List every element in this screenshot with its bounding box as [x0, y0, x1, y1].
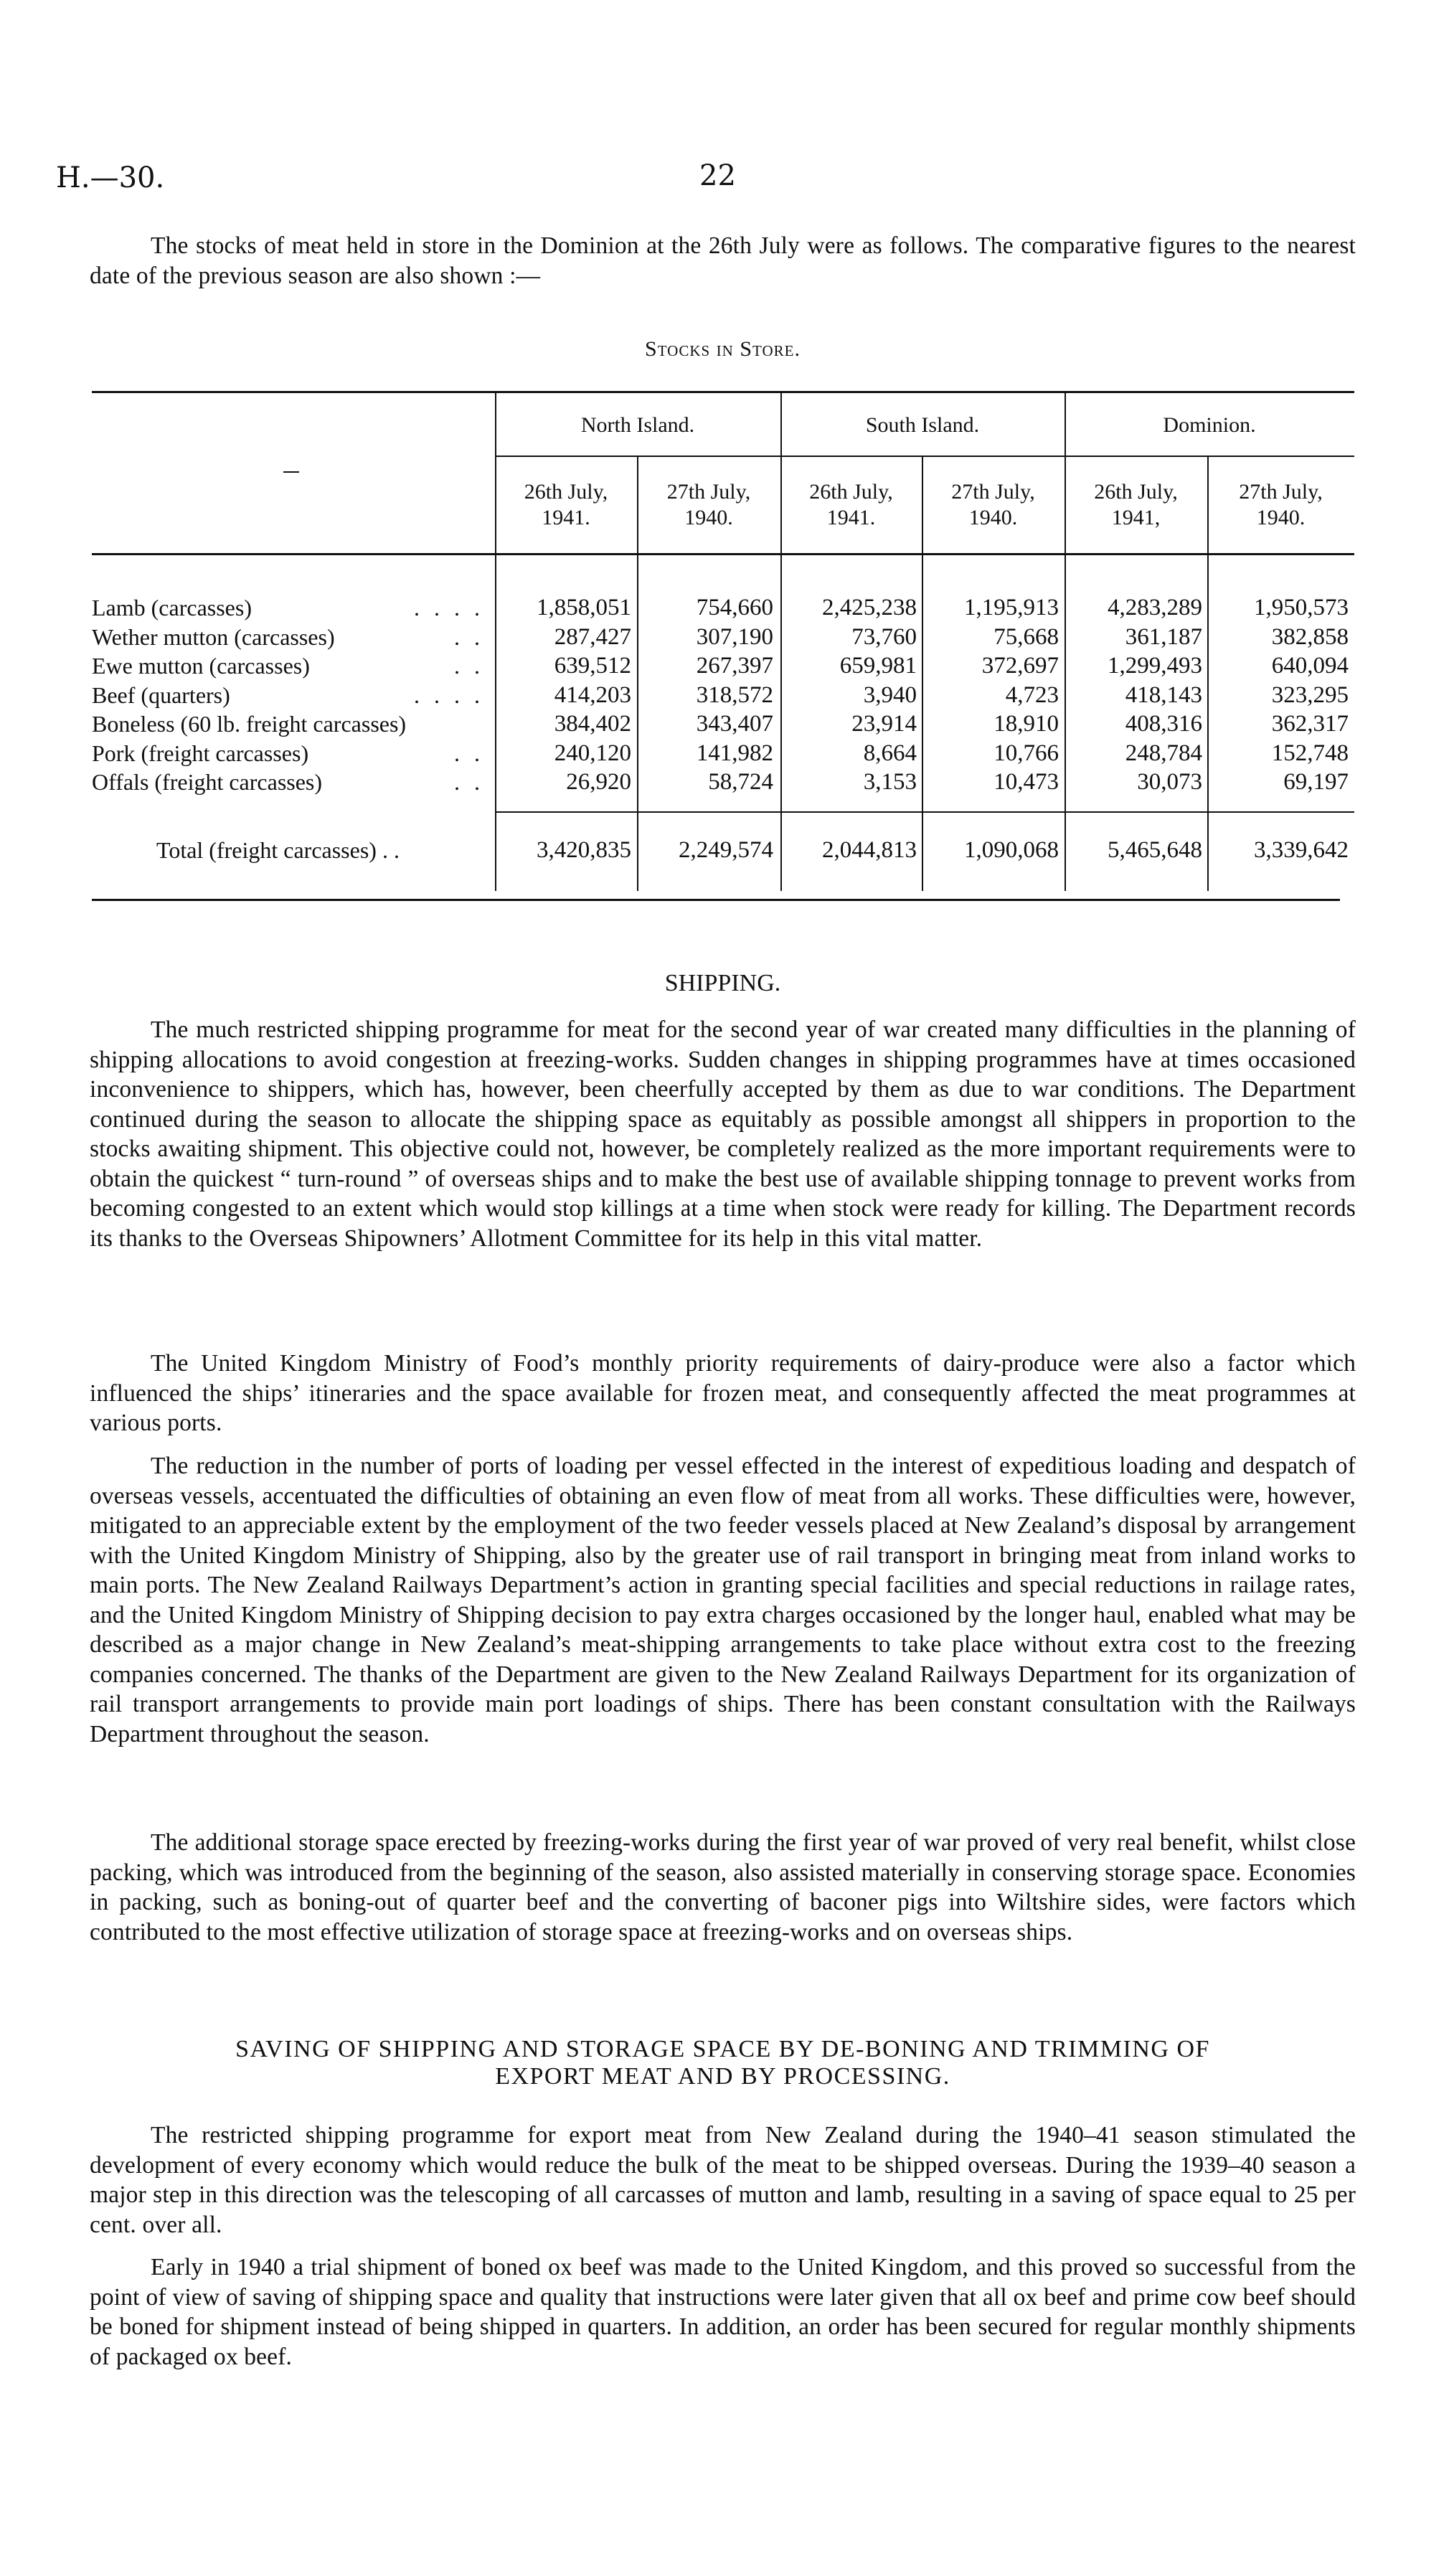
table-cell: 1,195,913	[964, 595, 1059, 621]
group-header-south-island: South Island.	[865, 413, 980, 437]
leader-dots: . . . .	[414, 595, 484, 621]
shipping-paragraph: The United Kingdom Ministry of Food’s monthly priority requirements of dairy-produce were also a factor which influenced the ships’ itineraries and the space available for frozen meat, and consequently affected the meat programmes at various ports.	[90, 1350, 1356, 1436]
table-cell: 10,473	[993, 769, 1059, 795]
row-label-text: Wether mutton (carcasses)	[92, 623, 335, 650]
total-cell: 1,090,068	[964, 837, 1059, 863]
table-cell: 639,512	[554, 653, 631, 679]
table-cell: 418,143	[1125, 681, 1202, 708]
total-cell: 5,465,648	[1108, 837, 1202, 863]
group-header-dominion: Dominion.	[1163, 413, 1256, 437]
table-cell: 362,317	[1271, 711, 1349, 737]
total-cell: 2,249,574	[679, 837, 773, 863]
subheader-date: 26th July, 1941.	[809, 480, 893, 529]
table-cell: 659,981	[839, 653, 917, 679]
table-cell: 267,397	[696, 653, 773, 679]
table-cell: 287,427	[554, 623, 631, 650]
table-row-label	[92, 739, 490, 768]
row-label-text: Ewe mutton (carcasses)	[92, 653, 310, 679]
leader-dots: . .	[454, 740, 484, 766]
saving-paragraph: The restricted shipping programme for export meat from New Zealand during the 1940–41 season stimulated the development of every economy which would reduce the bulk of the meat to be shipped overseas. During the 1939–40 season a major step in this direction was the telescoping of all carcasses of mutton and lamb, resulting in a saving of space equal to 25 per cent. over all.	[90, 2122, 1356, 2238]
row-label-text: Lamb (carcasses)	[92, 595, 252, 621]
saving-paragraph: Early in 1940 a trial shipment of boned ox beef was made to the United Kingdom, and this proved so successful from the point of view of saving of shipping space and quality that instructions were later given that all ox beef and prime cow beef should be boned for shipment instead of being shipped in quarters. In addition, an order has been secured for regular monthly shipments of packaged ox beef.	[90, 2254, 1356, 2370]
shipping-paragraph: The much restricted shipping programme for meat for the second year of war created many difficulties in the planning of shipping allocations to avoid congestion at freezing-works. Sudden changes in shipping programmes have at times occasioned inconvenience to shippers, which has, however, been cheerfully accepted by them as due to war conditions. The Department continued during the season to allocate the shipping space as equitably as possible amongst all shippers in proportion to the stocks awaiting shipment. This objective could not, however, be completely realized as the more important requirements were to obtain the quickest “ turn-round ” of overseas ships and to make the best use of available shipping tonnage to prevent works from becoming congested to an extent which would stop killings at a time when stock were ready for killing. The Department records its thanks to the Overseas Shipowners’ Allotment Committee for its help in this vital matter.	[90, 1016, 1356, 1252]
table-cell: 30,073	[1137, 769, 1202, 795]
table-cell: 2,425,238	[822, 595, 917, 621]
table-cell: 73,760	[851, 623, 917, 650]
table-cell: 141,982	[696, 740, 773, 766]
table-cell: 3,940	[863, 681, 917, 708]
leader-dots: . . . .	[414, 681, 484, 708]
table-cell: 372,697	[981, 653, 1059, 679]
table-cell: 75,668	[993, 623, 1059, 650]
row-label-text: Offals (freight carcasses)	[92, 769, 323, 795]
table-cell: 343,407	[696, 711, 773, 737]
table-cell: 307,190	[696, 623, 773, 650]
row-label-text: Pork (freight carcasses)	[92, 740, 309, 766]
total-cell: 3,420,835	[537, 837, 631, 863]
group-header-rule	[495, 456, 1354, 457]
table-cell: 10,766	[993, 740, 1059, 766]
document-reference: H.—30.	[56, 161, 165, 194]
saving-heading-line1: SAVING OF SHIPPING AND STORAGE SPACE BY DE-BONING AND TRIMMING OF	[235, 2036, 1210, 2062]
table-cell: 26,920	[566, 769, 631, 795]
table-cell: 58,724	[708, 769, 773, 795]
shipping-paragraph: The additional storage space erected by freezing-works during the first year of war proved of very real benefit, whilst close packing, which was introduced from the beginning of the season, also assisted materially in conserving storage space. Economies in packing, such as boning-out of quarter beef and the converting of baconer pigs into Wiltshire sides, were factors which contributed to the most effective utilization of storage space at freezing-works and on overseas ships.	[90, 1829, 1356, 1945]
table-row-label	[92, 623, 490, 652]
table-cell: 152,748	[1271, 740, 1349, 766]
shipping-paragraph: The reduction in the number of ports of loading per vessel effected in the interest of expeditious loading and despatch of overseas vessels, accentuated the difficulties of obtaining an even flow of meat from all works. These difficulties were, however, mitigated to an appreciable extent by the employment of the two feeder vessels placed at New Zealand’s disposal by arrangement with the United Kingdom Ministry of Shipping, also by the greater use of rail transport in bringing meat from inland works to main ports. The New Zealand Railways Department’s action in granting special facilities and special reductions in railage rates, and the United Kingdom Ministry of Shipping decision to pay extra charges occasioned by the longer haul, enabled what may be described as a major change in New Zealand’s meat-shipping arrangements to take place without extra cost to the freezing companies concerned. The thanks of the Department are given to the New Zealand Railways Department for its organization of rail transport arrangements to provide main port loadings of ships. There has been constant consultation with the Railways Department throughout the season.	[90, 1453, 1356, 1747]
table-cell: 754,660	[696, 595, 773, 621]
table-row-label	[92, 709, 490, 739]
header-bottom-rule	[92, 553, 1354, 555]
row-label-text: Beef (quarters)	[92, 681, 230, 708]
subheader-date: 27th July, 1940.	[951, 480, 1035, 529]
leader-dots	[406, 709, 490, 739]
table-cell: 1,858,051	[537, 595, 631, 621]
leader-dots: . .	[454, 653, 484, 679]
saving-heading-line2: EXPORT MEAT AND BY PROCESSING.	[495, 2063, 950, 2090]
table-cell: 23,914	[851, 711, 917, 737]
intro-paragraph: The stocks of meat held in store in the Dominion at the 26th July were as follows. The comparative figures to the nearest date of the previous season are also shown :—	[90, 232, 1356, 289]
table-row-label	[92, 768, 490, 797]
table-row-label	[92, 593, 490, 623]
table-row-label	[92, 651, 490, 681]
table-cell: 18,910	[993, 711, 1059, 737]
table-cell: 69,197	[1283, 769, 1349, 795]
table-cell: 323,295	[1271, 681, 1349, 708]
table-cell: 640,094	[1271, 653, 1349, 679]
table-bottom-rule	[92, 899, 1340, 901]
total-cell: 3,339,642	[1254, 837, 1349, 863]
subheader-date: 26th July, 1941.	[524, 480, 608, 529]
table-cell: 414,203	[554, 681, 631, 708]
stocks-in-store-table	[92, 384, 1354, 907]
total-cell: 2,044,813	[822, 837, 917, 863]
subheader-date: 27th July, 1940.	[1239, 480, 1323, 529]
table-cell: 318,572	[696, 681, 773, 708]
stub-dash	[283, 471, 299, 473]
leader-dots: . .	[454, 623, 484, 650]
table-cell: 384,402	[554, 711, 631, 737]
table-title: Stocks in Store.	[645, 337, 801, 361]
page-number: 22	[699, 159, 736, 192]
subheader-date: 26th July, 1941,	[1094, 480, 1178, 529]
table-cell: 1,299,493	[1108, 653, 1202, 679]
total-row-label: Total (freight carcasses) . .	[156, 837, 400, 863]
subheader-date: 27th July, 1940.	[666, 480, 751, 529]
table-cell: 408,316	[1125, 711, 1202, 737]
table-top-rule	[92, 391, 1354, 393]
table-cell: 361,187	[1125, 623, 1202, 650]
group-header-north-island: North Island.	[580, 413, 695, 437]
leader-dots: . .	[454, 769, 484, 795]
table-cell: 248,784	[1125, 740, 1202, 766]
table-cell: 1,950,573	[1254, 595, 1349, 621]
total-rule	[496, 811, 1354, 813]
table-cell: 382,858	[1271, 623, 1349, 650]
table-cell: 8,664	[863, 740, 917, 766]
table-cell: 4,283,289	[1108, 595, 1202, 621]
row-label-text: Boneless (60 lb. freight carcasses)	[92, 711, 407, 737]
table-cell: 3,153	[863, 769, 917, 795]
table-cell: 240,120	[554, 740, 631, 766]
shipping-heading: SHIPPING.	[664, 970, 781, 996]
table-cell: 4,723	[1005, 681, 1059, 708]
table-row-label	[92, 681, 490, 710]
saving-heading	[90, 2036, 1356, 2090]
